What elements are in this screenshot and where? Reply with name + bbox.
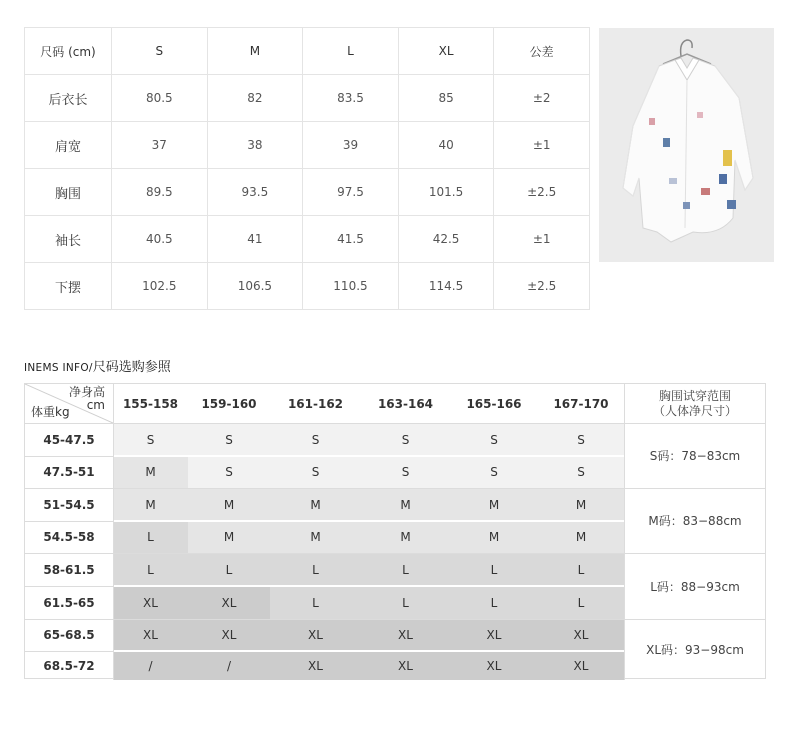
grid-line <box>113 585 624 587</box>
table-cell: 97.5 <box>303 169 399 216</box>
grid-line <box>25 456 113 457</box>
section-title-cn: 尺码选购参照 <box>92 360 171 375</box>
table-cell: 82 <box>207 75 303 122</box>
size-cell: S <box>270 456 361 488</box>
chest-range: XL码：93−98cm <box>646 643 744 657</box>
table-cell: 110.5 <box>303 263 399 310</box>
table-cell: ±2.5 <box>494 169 590 216</box>
table-cell: ±2 <box>494 75 590 122</box>
weight-label: 45-47.5 <box>43 432 95 447</box>
weight-label: 54.5-58 <box>43 530 95 544</box>
height-header: 163-164 <box>377 396 434 411</box>
size-cell: L <box>270 586 361 619</box>
table-cell: 39 <box>303 122 399 169</box>
size-table-header <box>25 28 590 75</box>
range-header-line-1: 胸围试穿范围 <box>658 388 731 403</box>
size-cell: / <box>113 651 188 680</box>
size-cell: XL <box>538 619 624 651</box>
size-cell: XL <box>450 619 538 651</box>
corner-height-label: 净身高 <box>68 385 105 399</box>
table-cell: 38 <box>207 122 303 169</box>
size-cell: XL <box>113 619 188 651</box>
table-cell: 42.5 <box>398 216 494 263</box>
shirt-illustration <box>599 28 774 262</box>
grid-line <box>113 650 624 652</box>
height-header: 161-162 <box>287 396 344 411</box>
table-cell: 40 <box>398 122 494 169</box>
size-cell: L <box>361 586 450 619</box>
guide-corner <box>25 384 113 423</box>
size-cell: XL <box>270 651 361 680</box>
size-cell: XL <box>113 586 188 619</box>
size-cell: M <box>270 488 361 521</box>
chest-range: L码：88−93cm <box>650 579 740 594</box>
size-cell: M <box>450 488 538 521</box>
size-cell: L <box>113 521 188 553</box>
corner-weight-label: 体重kg <box>31 405 70 419</box>
size-cell: XL <box>188 586 270 619</box>
size-cell: L <box>113 553 188 586</box>
size-cell: L <box>361 553 450 586</box>
table-row <box>25 75 590 122</box>
size-cell: XL <box>450 651 538 680</box>
weight-label: 68.5-72 <box>43 658 95 673</box>
size-cell: XL <box>361 651 450 680</box>
corner-height-unit: cm <box>86 398 105 412</box>
size-cell: M <box>361 488 450 521</box>
chest-range: S码：78−83cm <box>649 449 741 463</box>
size-cell: S <box>270 423 361 456</box>
size-cell: S <box>113 423 188 456</box>
size-table-corner: 尺码 (cm) <box>25 28 112 75</box>
size-cell: M <box>538 488 624 521</box>
table-cell: 85 <box>398 75 494 122</box>
table-cell: 80.5 <box>112 75 208 122</box>
size-cell: L <box>538 553 624 586</box>
size-cell: XL <box>188 619 270 651</box>
row-label: 袖长 <box>25 216 112 263</box>
size-cell: S <box>450 423 538 456</box>
size-cell: M <box>270 521 361 553</box>
size-cell: S <box>361 423 450 456</box>
size-cell: S <box>188 423 270 456</box>
size-cell: S <box>188 456 270 488</box>
section-title-en: INEMS INFO/ <box>24 362 93 374</box>
grid-line <box>25 521 113 522</box>
grid-line <box>25 586 113 587</box>
range-header <box>624 384 766 423</box>
row-label: 胸围 <box>25 169 112 216</box>
size-col-l: L <box>303 28 399 75</box>
table-cell: 101.5 <box>398 169 494 216</box>
grid-line <box>25 553 766 554</box>
size-cell: S <box>538 423 624 456</box>
size-cell: M <box>188 521 270 553</box>
size-cell: M <box>188 488 270 521</box>
table-row <box>25 169 590 216</box>
size-col-tolerance: 公差 <box>494 28 590 75</box>
height-header: 167-170 <box>553 396 609 411</box>
chest-range: M码：83−88cm <box>648 514 742 528</box>
table-cell: 40.5 <box>112 216 208 263</box>
size-cell: S <box>450 456 538 488</box>
table-cell: 114.5 <box>398 263 494 310</box>
size-cell: M <box>113 456 188 488</box>
table-cell: 89.5 <box>112 169 208 216</box>
grid-line <box>113 520 624 522</box>
table-cell: 93.5 <box>207 169 303 216</box>
range-header-line-2: （人体净尺寸） <box>652 403 737 418</box>
size-cell: L <box>450 586 538 619</box>
size-guide-table <box>24 383 766 679</box>
size-cell: M <box>538 521 624 553</box>
row-label: 肩宽 <box>25 122 112 169</box>
height-header: 155-158 <box>122 396 179 411</box>
grid-line <box>25 488 766 489</box>
grid-line <box>113 455 624 457</box>
table-cell: 41 <box>207 216 303 263</box>
table-cell: 106.5 <box>207 263 303 310</box>
size-cell: S <box>361 456 450 488</box>
size-cell: / <box>188 651 270 680</box>
size-col-xl: XL <box>398 28 494 75</box>
weight-label: 51-54.5 <box>43 497 95 512</box>
size-cell: M <box>450 521 538 553</box>
grid-line <box>624 384 625 680</box>
size-cell: XL <box>361 619 450 651</box>
grid-line <box>25 423 766 424</box>
row-label: 下摆 <box>25 263 112 310</box>
table-cell: 41.5 <box>303 216 399 263</box>
table-cell: ±2.5 <box>494 263 590 310</box>
section-title <box>24 356 171 375</box>
size-cell: L <box>270 553 361 586</box>
table-cell: 83.5 <box>303 75 399 122</box>
height-header: 165-166 <box>466 396 522 411</box>
grid-line <box>25 619 766 620</box>
row-label: 后衣长 <box>25 75 112 122</box>
weight-label: 65-68.5 <box>43 628 95 642</box>
weight-label: 58-61.5 <box>43 562 95 577</box>
size-cell: L <box>538 586 624 619</box>
table-cell: 37 <box>112 122 208 169</box>
product-photo <box>599 28 774 262</box>
weight-label: 47.5-51 <box>43 465 95 479</box>
size-col-m: M <box>207 28 303 75</box>
table-row <box>25 216 590 263</box>
size-cell: L <box>450 553 538 586</box>
table-row <box>25 122 590 169</box>
table-cell: ±1 <box>494 122 590 169</box>
weight-label: 61.5-65 <box>43 595 95 610</box>
table-cell: ±1 <box>494 216 590 263</box>
size-cell: L <box>188 553 270 586</box>
size-col-s: S <box>112 28 208 75</box>
height-header: 159-160 <box>201 396 257 411</box>
size-cell: XL <box>538 651 624 680</box>
size-cell: S <box>538 456 624 488</box>
grid-line <box>25 651 113 652</box>
grid-line <box>113 384 114 680</box>
size-cell: XL <box>270 619 361 651</box>
size-cell: M <box>113 488 188 521</box>
table-cell: 102.5 <box>112 263 208 310</box>
size-cell: M <box>361 521 450 553</box>
table-row <box>25 263 590 310</box>
size-table <box>24 27 590 310</box>
